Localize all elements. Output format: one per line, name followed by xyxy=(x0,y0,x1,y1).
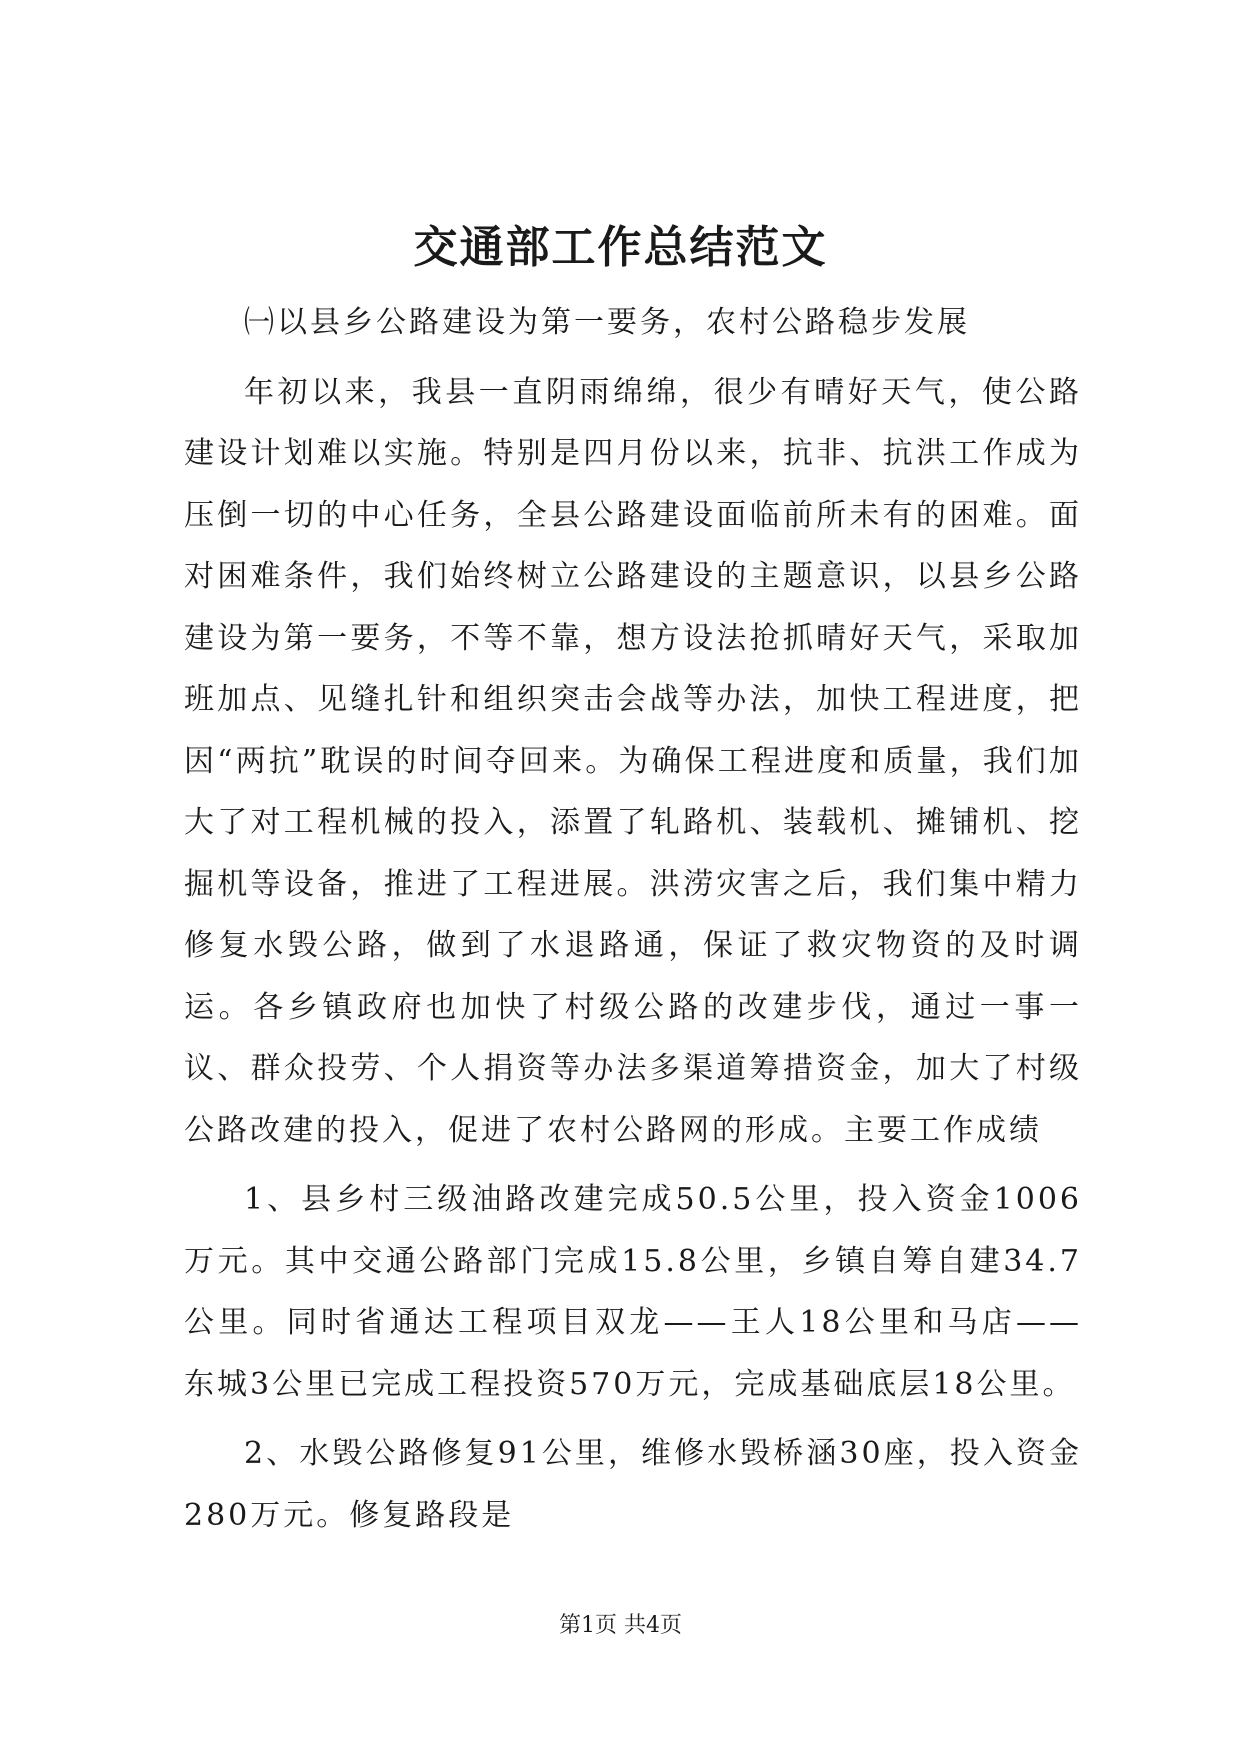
section-heading: ㈠以县乡公路建设为第一要务，农村公路稳步发展 xyxy=(244,305,970,340)
body-paragraph: 年初以来，我县一直阴雨绵绵，很少有晴好天气，使公路建设计划难以实施。特别是四月份以来，抗非、抗洪工作成为压倒一切的中心任务，全县公路建设面临前所未有的困难。面对困难条件，我们始终树立公路建设的主题意识，以县乡公路建设为第一要务，不等不靠，想方设法抢抓晴好天气，采取加班加点、见缝扎针和组织突击会战等办法，加快工程进度，把因“两抗”耽误的时间夺回来。为确保工程进度和质量，我们加大了对工程机械的投入，添置了轧路机、装载机、摊铺机、挖掘机等设备，推进了工程进展。洪涝灾害之后，我们集中精力修复水毁公路，做到了水退路通，保证了救灾物资的及时调运。各乡镇政府也加快了村级公路的改建步伐，通过一事一议、群众投劳、个人捐资等办法多渠道筹措资金，加大了村级公路改建的投入，促进了农村公路网的形成。主要工作成绩 xyxy=(184,374,1082,1148)
document-body xyxy=(184,292,1082,1546)
body-paragraph: 2、水毁公路修复91公里，维修水毁桥涵30座，投入资金280万元。修复路段是 xyxy=(184,1436,1082,1533)
body-paragraph: 1、县乡村三级油路改建完成50.5公里，投入资金1006万元。其中交通公路部门完成15.8公里，乡镇自筹自建34.7公里。同时省通达工程项目双龙——王人18公里和马店——东城3公里已完成工程投资570万元，完成基础底层18公里。 xyxy=(184,1182,1082,1402)
document-title: 交通部工作总结范文 xyxy=(413,222,828,273)
page-footer: 第1页 共4页 xyxy=(559,1613,682,1638)
